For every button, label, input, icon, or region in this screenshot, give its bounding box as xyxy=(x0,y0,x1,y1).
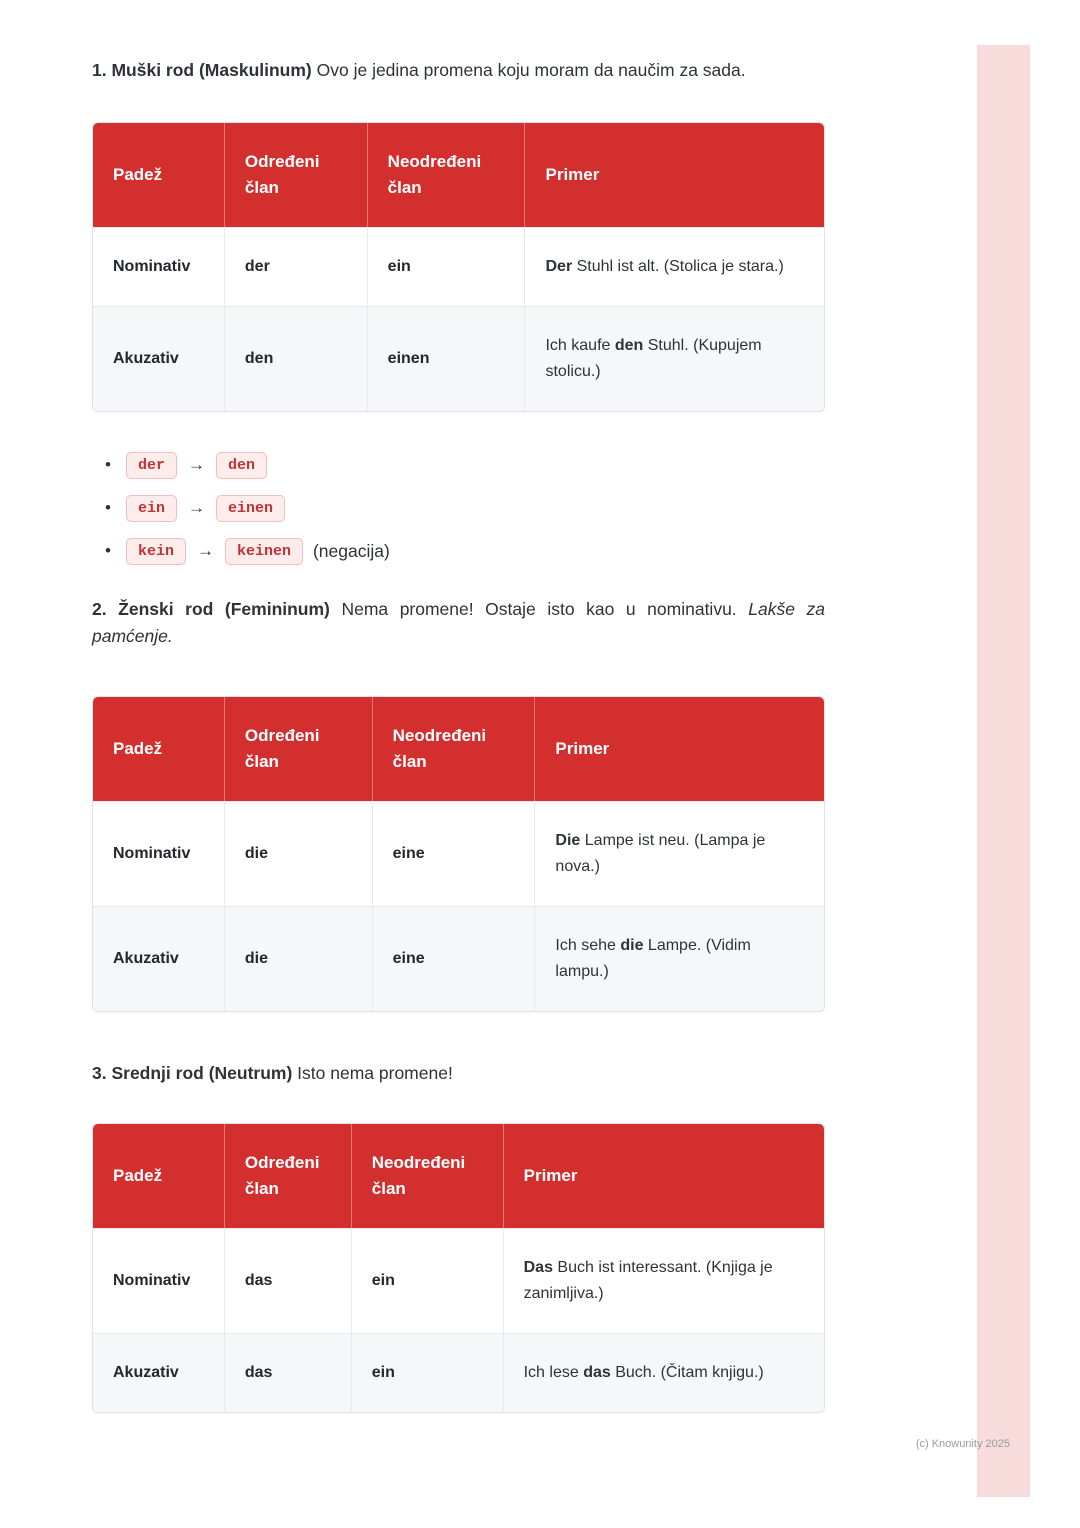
example-bold: Der xyxy=(545,258,573,275)
cell-definite-article: der xyxy=(224,227,367,306)
header-padez: Padež xyxy=(93,123,224,227)
section-heading-bold: 1. Muški rod (Maskulinum) xyxy=(92,60,312,80)
cell-definite-article: die xyxy=(224,906,372,1011)
table-header-row xyxy=(93,1124,824,1228)
header-odredjeni-clan: Određeni član xyxy=(224,697,372,801)
section-heading-text: Ovo je jedina promena koju moram da naučim za sada. xyxy=(316,60,746,80)
example-bold: Die xyxy=(555,832,581,849)
table-header-row xyxy=(93,697,824,801)
table-row-akuzativ xyxy=(93,306,824,411)
cell-case: Nominativ xyxy=(93,227,224,306)
header-neodredjeni-clan: Neodređeni član xyxy=(367,123,525,227)
bullet-icon: • xyxy=(105,455,111,474)
table-row-nominativ xyxy=(93,801,824,906)
code-chip-to: einen xyxy=(216,495,285,522)
cell-definite-article: das xyxy=(224,1333,351,1412)
header-primer: Primer xyxy=(524,123,824,227)
example-bold: das xyxy=(583,1364,611,1381)
cell-definite-article: das xyxy=(224,1228,351,1333)
code-chip-to: den xyxy=(216,452,267,479)
section-heading-italic: Lakše za pamćenje. xyxy=(92,599,825,646)
table-row-akuzativ xyxy=(93,906,824,1011)
bullet-icon: • xyxy=(105,541,111,560)
section-neutrum xyxy=(92,1060,825,1413)
page-side-stripe xyxy=(977,45,1030,1497)
header-padez: Padež xyxy=(93,1124,224,1228)
document-content xyxy=(92,0,825,1413)
header-primer: Primer xyxy=(503,1124,824,1228)
table xyxy=(93,123,824,411)
cell-indefinite-article: eine xyxy=(372,906,535,1011)
cell-indefinite-article: eine xyxy=(372,801,535,906)
table xyxy=(93,697,824,1011)
cell-case: Nominativ xyxy=(93,1228,224,1333)
section-maskulinum xyxy=(92,57,825,566)
arrow-right-icon: → xyxy=(187,498,205,517)
section-heading-bold: 3. Srednji rod (Neutrum) xyxy=(92,1063,293,1083)
section-heading-text: Isto nema promene! xyxy=(297,1063,453,1083)
declension-table-maskulinum xyxy=(92,122,825,412)
table-row-nominativ xyxy=(93,1228,824,1333)
section-heading-text: Nema promene! Ostaje isto kao u nominativu. xyxy=(341,599,737,619)
cell-case: Akuzativ xyxy=(93,1333,224,1412)
cell-example xyxy=(534,906,824,1011)
code-chip-from: der xyxy=(126,452,177,479)
list-item-kein-keinen xyxy=(105,536,825,566)
header-odredjeni-clan: Određeni član xyxy=(224,123,367,227)
example-bold: die xyxy=(620,937,644,954)
table xyxy=(93,1124,824,1412)
arrow-right-icon: → xyxy=(187,455,205,474)
cell-example xyxy=(524,306,824,411)
arrow-right-icon: → xyxy=(196,541,214,560)
code-chip-from: ein xyxy=(126,495,177,522)
cell-case: Nominativ xyxy=(93,801,224,906)
declension-table-neutrum xyxy=(92,1123,825,1413)
cell-example xyxy=(503,1333,824,1412)
example-pre: Ich lese xyxy=(523,1364,584,1381)
example-pre: Ich sehe xyxy=(555,937,621,954)
example-bold: Das xyxy=(523,1259,553,1276)
cell-example xyxy=(534,801,824,906)
example-bold: den xyxy=(614,337,644,354)
section-heading xyxy=(92,1060,825,1087)
header-padez: Padež xyxy=(93,697,224,801)
cell-example xyxy=(524,227,824,306)
copyright-notice: (c) Knowunity 2025 xyxy=(915,1438,1010,1450)
bullet-note: (negacija) xyxy=(312,540,390,561)
transformation-list xyxy=(92,450,825,566)
cell-example xyxy=(503,1228,824,1333)
list-item-der-den xyxy=(105,450,825,480)
cell-indefinite-article: einen xyxy=(367,306,525,411)
bullet-icon: • xyxy=(105,498,111,517)
table-header-row xyxy=(93,123,824,227)
section-heading-bold: 2. Ženski rod (Femininum) xyxy=(92,599,330,619)
example-post: Stuhl ist alt. (Stolica je stara.) xyxy=(572,258,784,275)
example-post: Buch ist interessant. (Knjiga je zanimljiva.) xyxy=(523,1259,773,1302)
header-neodredjeni-clan: Neodređeni član xyxy=(351,1124,503,1228)
cell-indefinite-article: ein xyxy=(351,1333,503,1412)
section-heading xyxy=(92,596,825,650)
cell-case: Akuzativ xyxy=(93,906,224,1011)
section-femininum xyxy=(92,596,825,1012)
section-heading xyxy=(92,57,825,84)
table-row-akuzativ xyxy=(93,1333,824,1412)
cell-definite-article: den xyxy=(224,306,367,411)
cell-definite-article: die xyxy=(224,801,372,906)
example-post: Lampe. (Vidim lampu.) xyxy=(555,937,751,980)
cell-indefinite-article: ein xyxy=(367,227,525,306)
code-chip-from: kein xyxy=(126,538,186,565)
header-neodredjeni-clan: Neodređeni član xyxy=(372,697,535,801)
cell-indefinite-article: ein xyxy=(351,1228,503,1333)
declension-table-femininum xyxy=(92,696,825,1012)
example-post: Stuhl. (Kupujem stolicu.) xyxy=(545,337,762,380)
table-row-nominativ xyxy=(93,227,824,306)
code-chip-to: keinen xyxy=(225,538,303,565)
header-odredjeni-clan: Određeni član xyxy=(224,1124,351,1228)
example-pre: Ich kaufe xyxy=(545,337,615,354)
example-post: Buch. (Čitam knjigu.) xyxy=(610,1364,764,1381)
example-post: Lampe ist neu. (Lampa je nova.) xyxy=(555,832,766,875)
cell-case: Akuzativ xyxy=(93,306,224,411)
header-primer: Primer xyxy=(534,697,824,801)
list-item-ein-einen xyxy=(105,493,825,523)
